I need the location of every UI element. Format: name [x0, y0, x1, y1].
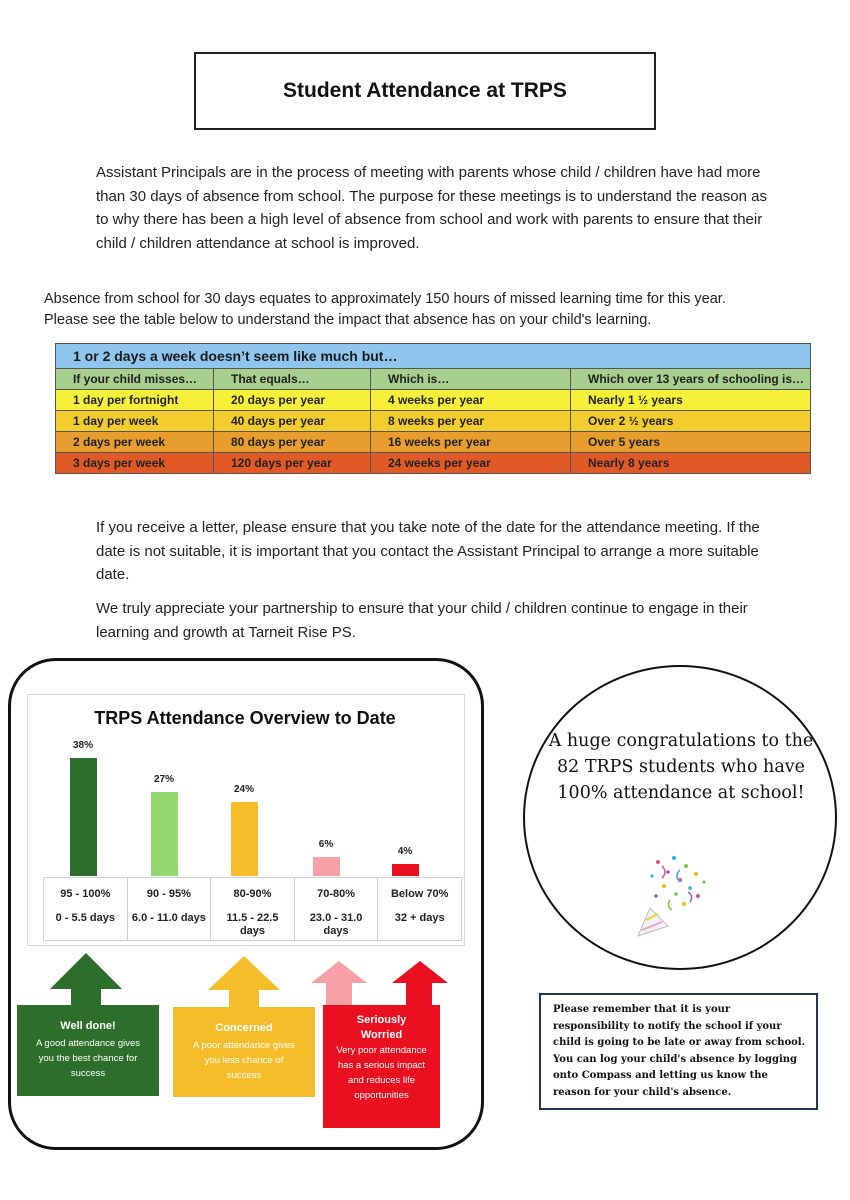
absence-impact-table	[55, 343, 811, 474]
table-cell: 2 days per week	[56, 432, 214, 453]
chart-category-table	[43, 877, 462, 941]
arrow-shaft	[71, 988, 101, 1006]
status-label-seriously-worried	[323, 1005, 440, 1128]
column-header: That equals…	[214, 369, 371, 390]
table-row	[56, 390, 811, 411]
day-range-label: 11.5 - 22.5 days	[226, 912, 279, 937]
category-cell	[378, 878, 462, 941]
reminder-text: Please remember that it is your responsibility to notify the school if your child is going to be late or away from school. You can log your child's absence by logging onto Compass and letting us know the reason for your child's absence.	[553, 1004, 806, 1098]
bar-value-label: 27%	[153, 774, 174, 786]
day-range-label: 23.0 - 31.0 days	[309, 912, 363, 937]
status-text: Very poor attendance has a serious impact and reduces life opportunities	[336, 1045, 427, 1101]
chart-title: TRPS Attendance Overview to Date	[94, 708, 396, 728]
table-cell: 8 weeks per year	[371, 411, 571, 432]
arrow-shaft	[326, 982, 352, 1006]
table-cell: 40 days per year	[214, 411, 371, 432]
arrow-up-icon	[392, 961, 448, 983]
intro-paragraph: Assistant Principals are in the process of meeting with parents whose child / children have had more than 30 days of absence from school. The purpose for these meetings is to understand the reason as to why there has been a high level of absence from school and work with parents to ensure that their child / children attendance at school is improved.	[96, 164, 767, 252]
status-text: A good attendance gives you the best chance for success	[35, 1038, 141, 1079]
table-cell: Nearly 8 years	[571, 453, 811, 474]
table-cell: Over 2 ½ years	[571, 411, 811, 432]
day-range-label: 6.0 - 11.0 days	[131, 912, 206, 924]
reminder-box	[539, 993, 818, 1110]
category-label: 80-90%	[233, 888, 272, 900]
letter-paragraph: If you receive a letter, please ensure that you take note of the date for the attendance meeting. If the date is not suitable, it is important that you contact the Assistant Principal to arrange a more suitable date.	[96, 519, 760, 583]
congratulations-text: A huge congratulations to the 82 TRPS students who have 100% attendance at school!	[548, 731, 814, 803]
day-range-label: 0 - 5.5 days	[55, 912, 115, 924]
table-cell: Over 5 years	[571, 432, 811, 453]
status-heading: Concerned	[215, 1022, 273, 1034]
table-cell: 24 weeks per year	[371, 453, 571, 474]
table-cell: 120 days per year	[214, 453, 371, 474]
category-cell	[127, 878, 211, 941]
status-heading: Well done!	[60, 1020, 116, 1032]
absence-note	[44, 289, 824, 331]
category-label: 70-80%	[317, 888, 356, 900]
table-cell: 3 days per week	[56, 453, 214, 474]
table-row	[56, 432, 811, 453]
page-title-box	[194, 52, 656, 130]
table-cell: 20 days per year	[214, 390, 371, 411]
category-label: 90 - 95%	[146, 888, 191, 900]
table-cell: 1 day per week	[56, 411, 214, 432]
status-heading: Seriously Worried	[356, 1014, 407, 1041]
status-text: A poor attendance gives you less chance of success	[193, 1040, 295, 1081]
arrow-shaft	[406, 982, 432, 1006]
category-cell	[294, 878, 378, 941]
arrow-up-icon	[50, 953, 122, 989]
arrow-up-icon	[311, 961, 367, 983]
bar-value-label: 24%	[233, 783, 254, 795]
bar-value-label: 4%	[397, 845, 413, 857]
page-title: Student Attendance at TRPS	[283, 79, 567, 102]
category-label: Below 70%	[390, 888, 449, 900]
table-row	[56, 453, 811, 474]
bar-value-label: 6%	[318, 839, 334, 851]
table-cell: 80 days per year	[214, 432, 371, 453]
category-cell	[211, 878, 295, 941]
day-range-label: 32 + days	[394, 912, 445, 924]
table-cell: 16 weeks per year	[371, 432, 571, 453]
table-cell: Nearly 1 ½ years	[571, 390, 811, 411]
thanks-paragraph: We truly appreciate your partnership to ensure that your child / children continue to engage in their learning and growth at Tarneit Rise PS.	[96, 600, 748, 641]
status-label-concerned	[173, 1007, 315, 1097]
table-cell: 1 day per fortnight	[56, 390, 214, 411]
status-label-well-done	[17, 1005, 159, 1096]
category-label: 95 - 100%	[60, 888, 111, 900]
table-heading: 1 or 2 days a week doesn’t seem like much but…	[56, 344, 811, 369]
arrow-shaft	[229, 989, 259, 1009]
category-cell	[44, 878, 128, 941]
column-header: Which is…	[371, 369, 571, 390]
absence-note-line-2: Please see the table below to understand the impact that absence has on your child's learning.	[44, 312, 652, 328]
bar-value-label: 38%	[72, 740, 93, 752]
column-header: If your child misses…	[56, 369, 214, 390]
table-row	[56, 411, 811, 432]
table-cell: 4 weeks per year	[371, 390, 571, 411]
arrow-up-icon	[208, 956, 280, 990]
absence-note-line-1: Absence from school for 30 days equates to approximately 150 hours of missed learning time for this year.	[44, 291, 726, 307]
party-popper-icon	[628, 852, 714, 944]
column-header: Which over 13 years of schooling is…	[571, 369, 811, 390]
